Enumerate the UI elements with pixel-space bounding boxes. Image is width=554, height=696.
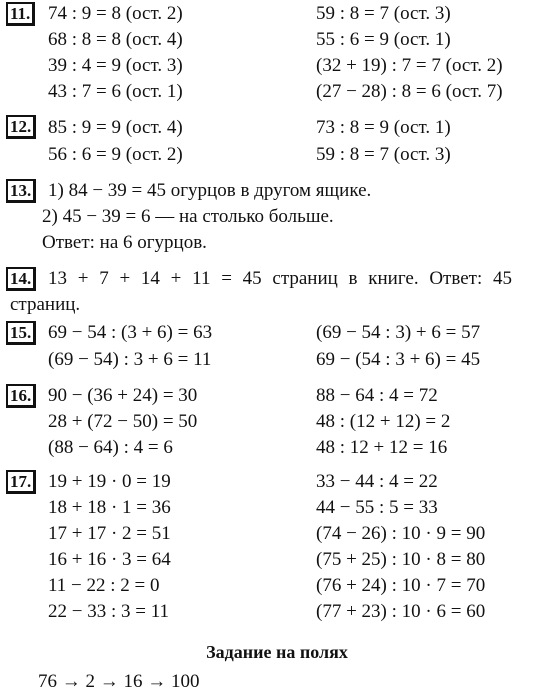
problem-15-right-1: (69 − 54 : 3) + 6 = 57 [316, 322, 481, 343]
problem-11-right-1: 59 : 8 = 7 (ост. 3) [316, 3, 451, 24]
problem-12-left-1: 85 : 9 = 9 (ост. 4) [48, 117, 183, 138]
problem-13-line-2: 2) 45 − 39 = 6 — на столько больше. [42, 206, 334, 227]
problem-17-right-4: (75 + 25) : 10 · 8 = 80 [316, 549, 486, 570]
problem-number-14: 14. [6, 267, 36, 291]
problem-11-right-2: 55 : 6 = 9 (ост. 1) [316, 29, 451, 50]
problem-17-left-2: 18 + 18 · 1 = 36 [48, 497, 171, 518]
problem-number-12: 12. [6, 115, 36, 139]
problem-number-15: 15. [6, 321, 36, 345]
problem-16-left-3: (88 − 64) : 4 = 6 [48, 437, 173, 458]
problem-number-17: 17. [6, 470, 36, 494]
problem-17-right-3: (74 − 26) : 10 · 9 = 90 [316, 523, 486, 544]
problem-17-right-1: 33 − 44 : 4 = 22 [316, 471, 438, 492]
problem-17-right-2: 44 − 55 : 5 = 33 [316, 497, 438, 518]
problem-11-left-4: 43 : 7 = 6 (ост. 1) [48, 81, 183, 102]
problem-16-right-3: 48 : 12 + 12 = 16 [316, 437, 448, 458]
problem-16-left-2: 28 + (72 − 50) = 50 [48, 411, 198, 432]
problem-13-line-1: 1) 84 − 39 = 45 огурцов в другом ящике. [48, 180, 372, 201]
problem-11-left-1: 74 : 9 = 8 (ост. 2) [48, 3, 183, 24]
problem-14-line-2: страниц. [10, 294, 81, 315]
problem-16-right-1: 88 − 64 : 4 = 72 [316, 385, 438, 406]
problem-17-right-5: (76 + 24) : 10 · 7 = 70 [316, 575, 486, 596]
problem-17-left-5: 11 − 22 : 2 = 0 [48, 575, 160, 596]
problem-number-16: 16. [6, 384, 36, 408]
problem-11-left-2: 68 : 8 = 8 (ост. 4) [48, 29, 183, 50]
problem-11-right-3: (32 + 19) : 7 = 7 (ост. 2) [316, 55, 503, 76]
problem-15-right-2: 69 − (54 : 3 + 6) = 45 [316, 349, 481, 370]
problem-17-left-6: 22 − 33 : 3 = 11 [48, 601, 170, 622]
problem-number-11: 11. [6, 2, 35, 26]
problem-17-left-3: 17 + 17 · 2 = 51 [48, 523, 171, 544]
problem-16-right-2: 48 : (12 + 12) = 2 [316, 411, 451, 432]
problem-14-line-1: 13 + 7 + 14 + 11 = 45 страниц в книге. Ответ: 45 [48, 268, 512, 289]
problem-15-left-1: 69 − 54 : (3 + 6) = 63 [48, 322, 213, 343]
problem-number-13: 13. [6, 179, 36, 203]
margin-task-chain: 76 → 2 → 16 → 100 [38, 671, 200, 692]
margin-task-heading: Задание на полях [206, 642, 348, 662]
problem-13-line-3: Ответ: на 6 огурцов. [42, 232, 207, 253]
problem-12-left-2: 56 : 6 = 9 (ост. 2) [48, 144, 183, 165]
problem-16-left-1: 90 − (36 + 24) = 30 [48, 385, 198, 406]
problem-15-left-2: (69 − 54) : 3 + 6 = 11 [48, 349, 212, 370]
problem-17-left-4: 16 + 16 · 3 = 64 [48, 549, 171, 570]
problem-11-right-4: (27 − 28) : 8 = 6 (ост. 7) [316, 81, 503, 102]
problem-17-right-6: (77 + 23) : 10 · 6 = 60 [316, 601, 486, 622]
problem-12-right-1: 73 : 8 = 9 (ост. 1) [316, 117, 451, 138]
problem-11-left-3: 39 : 4 = 9 (ост. 3) [48, 55, 183, 76]
problem-17-left-1: 19 + 19 · 0 = 19 [48, 471, 171, 492]
problem-12-right-2: 59 : 8 = 7 (ост. 3) [316, 144, 451, 165]
